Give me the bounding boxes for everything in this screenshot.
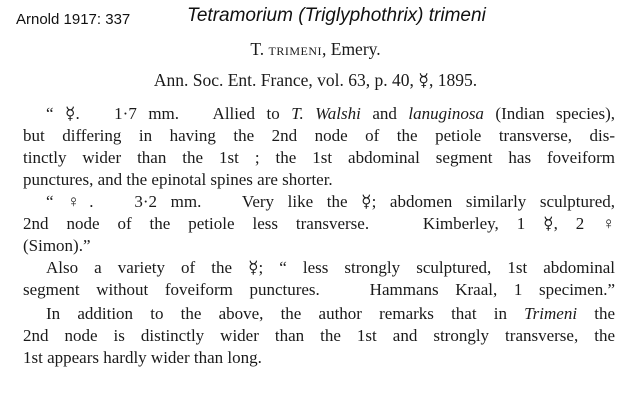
citation-label: Arnold 1917: 337 bbox=[16, 11, 131, 28]
italic-species-walshi: T. Walshi bbox=[291, 104, 361, 123]
paragraph3-line2: segment without foveiform punctures. Hammans Kraal, 1 specimen.” bbox=[23, 280, 615, 299]
description-body bbox=[23, 103, 615, 369]
italic-species-trimeni: Trimeni bbox=[524, 304, 578, 323]
paragraph2-line1: “ ♀. 3·2 mm. Very like the ☿; abdomen similarly sculptured, bbox=[46, 192, 615, 211]
paragraph2-line2: 2nd node of the petiole less transverse. Kimberley, 1 ☿, 2 ♀ bbox=[23, 214, 615, 233]
text-run: and bbox=[360, 104, 409, 123]
text-run: (Indian species), bbox=[483, 104, 616, 123]
species-heading bbox=[0, 39, 631, 60]
paragraph2-line3: (Simon).” bbox=[23, 236, 91, 255]
paragraph1-line3: tinctly wider than the 1st ; the 1st abdominal segment has foveiform bbox=[23, 148, 615, 167]
paragraph4-line2: 2nd node is distinctly wider than the 1st and strongly transverse, the bbox=[23, 326, 615, 345]
paragraph1-line2: but differing in having the 2nd node of the petiole transverse, dis- bbox=[23, 126, 615, 145]
heading-species-name: trimeni bbox=[268, 39, 322, 59]
heading-prefix: T. bbox=[250, 39, 269, 59]
original-reference: Ann. Soc. Ent. France, vol. 63, p. 40, ☿, 1895. bbox=[153, 70, 478, 90]
paragraph4-line3: 1st appears hardly wider than long. bbox=[23, 348, 262, 367]
paragraph1-line4: punctures, and the epinotal spines are shorter. bbox=[23, 170, 333, 189]
taxon-title: Tetramorium (Triglyphothrix) trimeni bbox=[187, 5, 486, 26]
text-run: the bbox=[577, 304, 615, 323]
paragraph1-line1 bbox=[23, 103, 615, 125]
paragraph4-line1 bbox=[23, 303, 615, 325]
text-run: “ ☿. 1·7 mm. Allied to bbox=[46, 104, 292, 123]
italic-species-lanuginosa: lanuginosa bbox=[408, 104, 484, 123]
text-run: In addition to the above, the author remarks that in bbox=[46, 304, 525, 323]
paragraph3-line1: Also a variety of the ☿; “ less strongly sculptured, 1st abdominal bbox=[46, 258, 615, 277]
heading-suffix: , Emery. bbox=[322, 39, 381, 59]
